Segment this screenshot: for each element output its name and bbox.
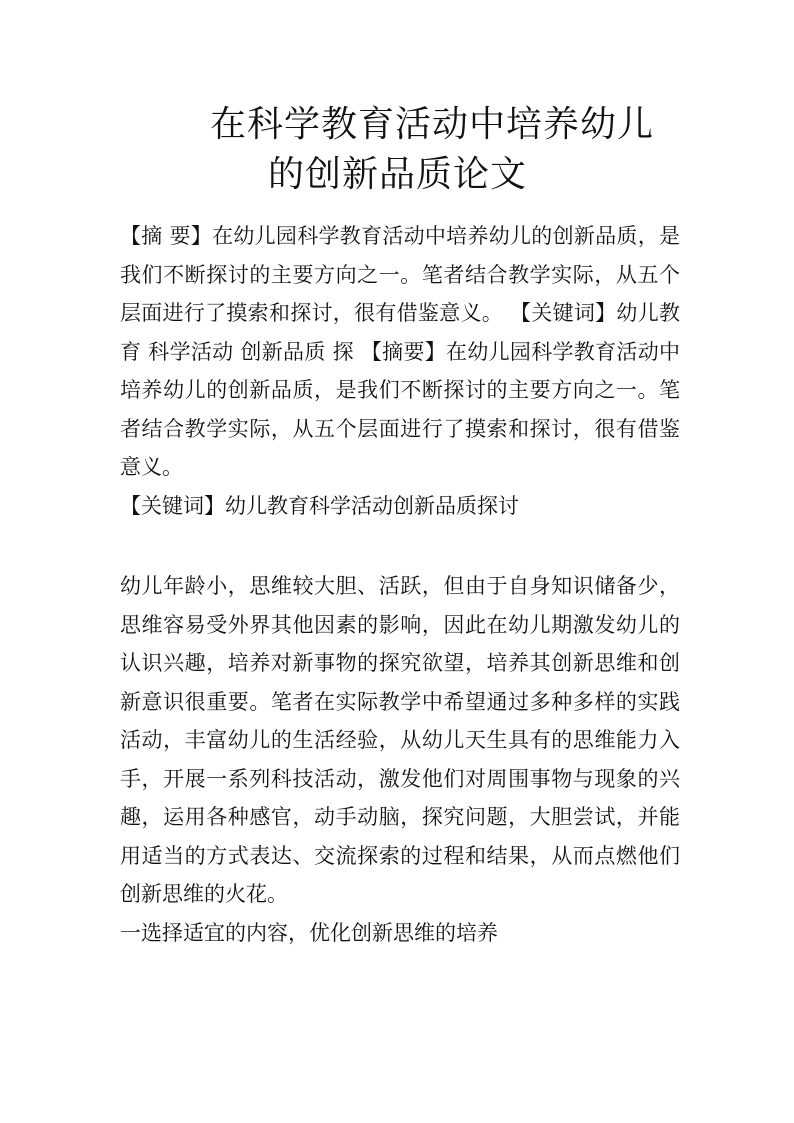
title-line-1: 在科学教育活动中培养幼儿 — [210, 104, 655, 145]
document-title — [0, 100, 794, 200]
document-body — [120, 217, 680, 952]
keywords-paragraph: 【关键词】幼儿教育科学活动创新品质探讨 — [120, 493, 519, 518]
abstract-paragraph: 【摘 要】在幼儿园科学教育活动中培养幼儿的创新品质，是我们不断探讨的主要方向之一。笔者结合教学实际，从五个层面进行了摸索和探讨，很有借鉴意义。 【关键词】幼儿教育 科学活动 创新品质 探 【摘要】在幼儿园科学教育活动中培养幼儿的创新品质，是我们不断探讨的主要方向之一。笔者结合教学实际，从五个层面进行了摸索和探讨，很有借鉴意义。 — [120, 224, 680, 479]
title-line-2: 的创新品质论文 — [268, 154, 528, 195]
section-heading: 一选择适宜的内容，优化创新思维的培养 — [120, 920, 498, 945]
body-paragraph: 幼儿年龄小，思维较大胆、活跃，但由于自身知识储备少，思维容易受外界其他因素的影响，因此在幼儿期激发幼儿的认识兴趣，培养对新事物的探究欲望，培养其创新思维和创新意识很重要。笔者在实际教学中希望通过多种多样的实践活动，丰富幼儿的生活经验，从幼儿天生具有的思维能力入手，开展一系列科技活动，激发他们对周围事物与现象的兴趣，运用各种感官，动手动脑，探究问题，大胆尝试，并能用适当的方式表达、交流探索的过程和结果，从而点燃他们创新思维的火花。 — [120, 574, 680, 906]
paragraph-spacer — [120, 525, 680, 567]
